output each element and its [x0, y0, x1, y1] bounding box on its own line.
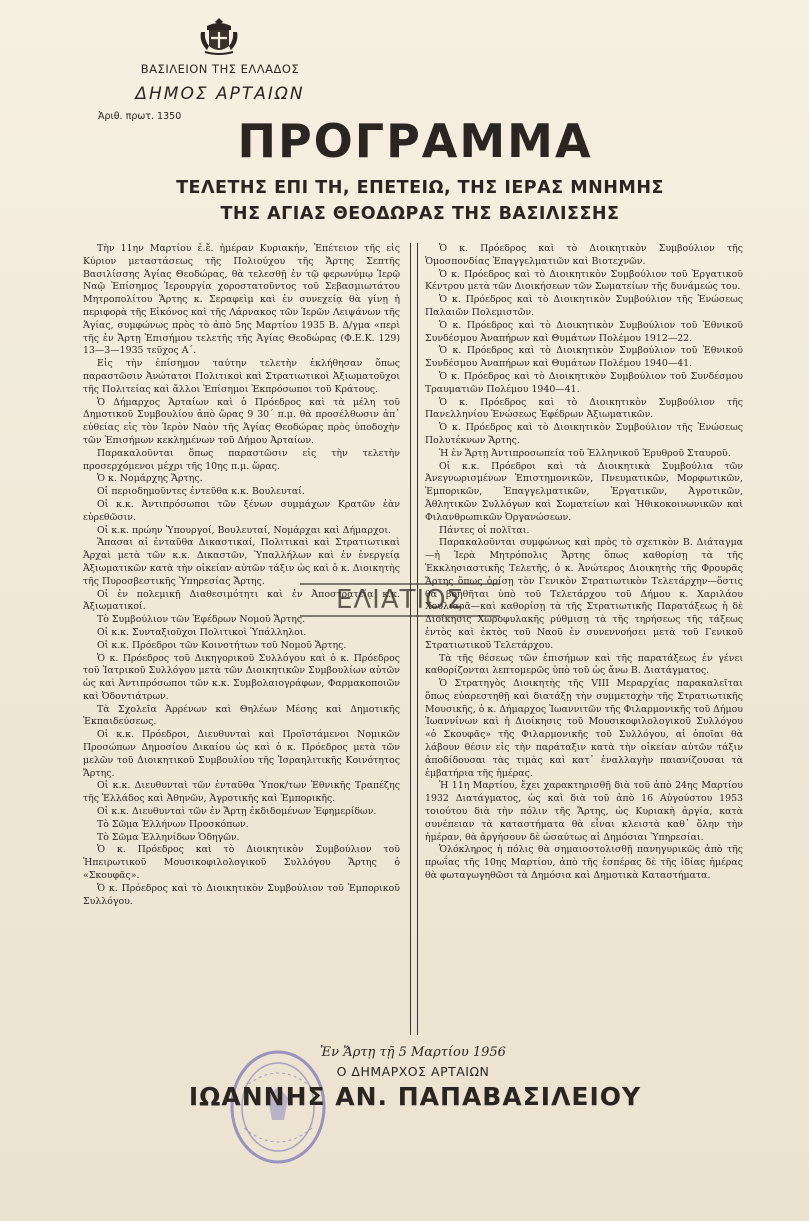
right-text-column — [425, 243, 743, 883]
paragraph: Τὸ Σῶμα Ἑλλήνων Προσκόπων. — [97, 818, 249, 830]
paragraph: Οἱ κ.κ. Πρόεδροι, Διευθυνταὶ καὶ Προϊστάμενοι Νομικῶν Προσώπων Δημοσίου Δικαίου ὡς καὶ ὁ κ. Πρόεδρος μετὰ τῶν μελῶν τοῦ Διοικητικοῦ Συμβουλίου τῆς Ἰσραηλιτικῆς Κοινότητος Ἄρτης. — [83, 729, 400, 779]
paragraph: Ὁ κ. Πρόεδρος καὶ τὸ Διοικητικὸν Συμβούλιον τοῦ Ἐμπορικοῦ Συλλόγου. — [83, 882, 400, 907]
paragraph: Ὁ κ. Πρόεδρος καὶ τὸ Διοικητικὸν Συμβούλιον τοῦ Ἐθνικοῦ Συνδέσμου Ἀναπήρων καὶ Θυμάτων Πολέμου 1912—22. — [425, 319, 743, 344]
municipality-heading: ΔΗΜΟΣ ΑΡΤΑΙΩΝ — [135, 84, 305, 104]
paragraph: Οἱ κ.κ. Ἀντιπρόσωποι τῶν ξένων συμμάχων Κρατῶν ἐὰν εὑρεθῶσιν. — [83, 498, 400, 523]
column-divider — [410, 243, 418, 1035]
paragraph: Οἱ κ.κ. Πρόεδροι τῶν Κοινοτήτων τοῦ Νομοῦ Ἄρτης. — [97, 639, 347, 651]
left-text-column — [83, 243, 400, 908]
paragraph: Ὁ κ. Πρόεδρος καὶ τὸ Διοικητικὸν Συμβούλιον τῆς Ὁμοσπονδίας Ἐπαγγελματιῶν καὶ Βιοτεχνῶν. — [425, 243, 743, 267]
paragraph: Ἡ ἐν Ἄρτῃ Ἀντιπροσωπεία τοῦ Ἑλληνικοῦ Ἐρυθροῦ Σταυροῦ. — [439, 447, 731, 459]
document-title: ΠΡΟΓΡΑΜΜΑ — [237, 114, 593, 168]
paragraph: Ὁ κ. Πρόεδρος καὶ τὸ Διοικητικὸν Συμβούλιον τοῦ Ἐθνικοῦ Συνδέσμου Ἀναπήρων καὶ Θυμάτων Πολέμου 1940—41. — [425, 345, 743, 370]
paragraph: Ὁ Στρατηγὸς Διοικητὴς τῆς VIII Μεραρχίας παρακαλεῖται ὅπως εὐαρεστηθῇ καὶ διατάξῃ τὴν συμμετοχὴν τῆς Στρατιωτικῆς Μουσικῆς, ὁ κ. Δήμαρχος Ἰωαννιτῶν τῆς Φιλαρμονικῆς τοῦ Δήμου Ἰωαννίνων καὶ ἡ Διοίκησις τοῦ Μουσικοφιλολογικοῦ Συλλόγου «ὁ Σκουφᾶς» τῆς Φιλαρμονικῆς τοῦ Συλλόγου, αἱ ὁποῖαι θὰ λάβουν θέσιν εἰς τὴν παράταξιν κατὰ τὴν οἰκείαν αὐτῶν τάξιν ἀποδίδουσαι τὰς τιμὰς καὶ κατ᾿ ἐναλλαγὴν παιανίζουσαι τὰ ἐμβατήρια τῆς ἡμέρας. — [425, 678, 743, 779]
paragraph: Ὁ κ. Πρόεδρος τοῦ Δικηγορικοῦ Συλλόγου καὶ ὁ κ. Πρόεδρος τοῦ Ἰατρικοῦ Συλλόγου μετὰ τῶν Διοικητικῶν Συμβουλίων αὐτῶν ὡς καὶ Ἀντιπρόσωποι τῶν κ.κ. Συμβολαιογράφων, Φαρμακοποιῶν καὶ Ὀδοντιάτρων. — [83, 652, 400, 702]
royal-crest-icon — [197, 16, 241, 56]
paragraph: Ὁ κ. Νομάρχης Ἄρτης. — [97, 473, 203, 485]
paragraph: Οἱ κ.κ. Διευθυνταὶ τῶν ἐνταῦθα Ὑποκ/των Ἐθνικῆς Τραπέζης τῆς Ἑλλάδος καὶ Ἀθηνῶν, Ἀγροτικῆς καὶ Ἐμπορικῆς. — [83, 780, 400, 805]
paragraph: Τὴν 11ην Μαρτίου ἐ.ἔ. ἡμέραν Κυριακήν, Ἐπέτειον τῆς εἰς Κύριον μεταστάσεως τῆς Πολιούχου τῆς Ἄρτης Σεπτῆς Βασιλίσσης Ἁγίας Θεοδώρας, θὰ τελεσθῇ ἐν τῷ φερωνύμῳ Ἱερῷ Ναῷ Ἐπίσημος Ἱερουργία χοροστατοῦντος τοῦ Σεβασμιωτάτου Μητροπολίτου Ἄρτης κ. Σεραφεὶμ καὶ ἐν συνεχείᾳ θὰ γίνῃ ἡ περιφορὰ τῆς Εἰκόνος καὶ τῆς Λάρνακος τῶν Ἱερῶν Λειψάνων τῆς Ἁγίας, συμφώνως πρὸς τὸ ἀπὸ 5ης Μαρτίου 1935 Β. Δ/γμα «περὶ τῆς ἐν Ἄρτῃ Ἐπισήμου τελετῆς τῆς Ἁγίας Θεοδώρας (Φ.Ε.Κ. 129) 13—3—1935 τεῦχος Α΄. — [83, 243, 400, 357]
paragraph: Ὁ κ. Πρόεδρος καὶ τὸ Διοικητικὸν Συμβούλιον τοῦ Ἠπειρωτικοῦ Μουσικοφιλολογικοῦ Συλλόγου Ἄρτης ὁ «Σκουφᾶς». — [83, 844, 400, 882]
paragraph: Οἱ κ.κ. Διευθυνταὶ τῶν ἐν Ἄρτῃ ἐκδιδομένων Ἐφημερίδων. — [97, 806, 377, 818]
mayor-title: Ο ΔΗΜΑΡΧΟΣ ΑΡΤΑΙΩΝ — [336, 1064, 490, 1079]
paragraph: Οἱ κ.κ. πρώην Ὑπουργοί, Βουλευταί, Νομάρχαι καὶ Δήμαρχοι. — [97, 524, 391, 536]
paragraph: Ὁ κ. Πρόεδρος καὶ τὸ Διοικητικὸν Συμβούλιον τῆς Πανελληνίου Ἑνώσεως Ἐφέδρων Ἀξιωματικῶν. — [425, 396, 743, 421]
overprint-stamp: ΕΛΙΑΤΙΟΣ — [300, 583, 500, 617]
paragraph: Ὁ Δήμαρχος Ἀρταίων καὶ ὁ Πρόεδρος καὶ τὰ μέλη τοῦ Δημοτικοῦ Συμβουλίου ἀπὸ ὥρας 9 30΄ π.μ. θὰ προσέλθωσιν ἀπ᾿ εὐθείας εἰς τὸν Ἱερὸν Ναὸν τῆς Ἁγίας Θεοδώρας πρὸς ὑποδοχὴν τῶν Ἐπισήμων κεκλημένων τοῦ Δήμου Ἀρταίων. — [83, 396, 400, 446]
document-subtitle-line2: ΤΗΣ ΑΓΙΑΣ ΘΕΟΔΩΡΑΣ ΤΗΣ ΒΑΣΙΛΙΣΣΗΣ — [220, 204, 620, 224]
paragraph: Ἅπασαι αἱ ἐνταῦθα Δικαστικαί, Πολιτικαὶ καὶ Στρατιωτικαὶ Ἀρχαὶ μετὰ τῶν κ.κ. Δικαστῶν, Ὑπαλλήλων καὶ ἐν ἐνεργείᾳ Ἀξιωματικῶν κατὰ τὴν οἰκείαν αὐτῶν τάξιν ὡς καὶ ὁ κ. Διοικητὴς τῆς Πυροσβεστικῆς Ὑπηρεσίας Ἄρτης. — [83, 537, 400, 587]
date-line: Ἐν Ἄρτῃ τῇ 5 Μαρτίου 1956 — [320, 1045, 506, 1060]
paragraph: Τὸ Σῶμα Ἑλληνίδων Ὁδηγῶν. — [97, 831, 240, 843]
paragraph: Τὰ Σχολεῖα Ἀρρένων καὶ Θηλέων Μέσης καὶ Δημοτικῆς Ἐκπαιδεύσεως. — [83, 703, 400, 728]
paragraph: Ὁλόκληρος ἡ πόλις θὰ σημαιοστολισθῇ πανηγυρικῶς ἀπὸ τῆς πρωΐας τῆς 10ης Μαρτίου, ἀπὸ τῆς ἑσπέρας δὲ τῆς ἰδίας ἡμέρας θὰ φωταγωγηθῶσι τὰ Δημόσια καὶ Δημοτικὰ Καταστήματα. — [425, 844, 743, 882]
paragraph: Ὁ κ. Πρόεδρος καὶ τὸ Διοικητικὸν Συμβούλιον τοῦ Ἐργατικοῦ Κέντρου μετὰ τῶν Διοικήσεων τῶν Σωματείων τῆς δυνάμεώς του. — [425, 268, 743, 293]
paragraph: Οἱ κ.κ. Πρόεδροι καὶ τὰ Διοικητικὰ Συμβούλια τῶν Ἀνεγνωρισμένων Ἐπιστημονικῶν, Πνευματικῶν, Μορφωτικῶν, Ἐμπορικῶν, Ἐπαγγελματικῶν, Ἐργατικῶν, Ἀγροτικῶν, Ἀθλητικῶν Συλλόγων καὶ Σωματείων καὶ Ἠθικοκοινωνικῶν καὶ Φιλανθρωπικῶν Ὀργανώσεων. — [425, 460, 743, 523]
paragraph: Οἱ ἐν πολεμικῇ Διαθεσιμότητι καὶ ἐν Ἀποστρατείᾳ κ.κ. Ἀξιωματικοί. — [83, 588, 400, 613]
paragraph: Ὁ κ. Πρόεδρος καὶ τὸ Διοικητικὸν Συμβούλιον τῆς Ἑνώσεως Πολυτέκνων Ἄρτης. — [425, 422, 743, 446]
paragraph: Ἡ 11η Μαρτίου, ἔχει χαρακτηρισθῇ διὰ τοῦ ἀπὸ 24ης Μαρτίου 1932 Διατάγματος, ὡς καὶ διὰ τοῦ ἀπὸ 16 Αὐγούστου 1953 τοιούτου διὰ τὴν πόλιν τῆς Ἄρτης, ὡς Κυριακὴ ἀργία, κατὰ συνέπειαν τὰ καταστήματα θὰ εἶναι κλειστὰ καθ᾿ ὅλην τὴν ἡμέραν, θὰ ἀργήσουν δὲ ὡσαύτως αἱ Δημόσιαι Ὑπηρεσίαι. — [425, 780, 743, 843]
paragraph: Πάντες οἱ πολῖται. — [439, 524, 530, 536]
paragraph: Ὁ κ. Πρόεδρος καὶ τὸ Διοικητικὸν Συμβούλιον τοῦ Συνδέσμου Τραυματιῶν Πολέμου 1940—41. — [425, 370, 743, 395]
paragraph: Οἱ περιοδημοῦντες ἐντεῦθα κ.κ. Βουλευταί. — [97, 486, 305, 498]
document-subtitle-line1: ΤΕΛΕΤΗΣ ΕΠΙ ΤΗ, ΕΠΕΤΕΙΩ, ΤΗΣ ΙΕΡΑΣ ΜΝΗΜΗΣ — [176, 178, 664, 198]
paragraph: Τὸ Συμβούλιον τῶν Ἐφέδρων Νομοῦ Ἄρτης. — [97, 614, 306, 626]
kingdom-heading: ΒΑΣΙΛΕΙΟΝ ΤΗΣ ΕΛΛΑΔΟΣ — [140, 62, 300, 76]
paragraph: Εἰς τὴν ἐπίσημον ταύτην τελετὴν ἐκλήθησαν ὅπως παραστῶσιν Ἀνώτατοι Πολιτικοὶ καὶ Στρατιωτικοὶ Ἀξιωματοῦχοι τῆς Πολιτείας καὶ ἄλλοι Ἐπίσημοι Ἐκπρόσωποι τοῦ Κράτους. — [83, 358, 400, 395]
paragraph: Παρακαλοῦνται ὅπως παραστῶσιν εἰς τὴν τελετὴν προσερχόμενοι μέχρι τῆς 10ης π.μ. ὥρας. — [83, 447, 400, 472]
paragraph: Ὁ κ. Πρόεδρος καὶ τὸ Διοικητικὸν Συμβούλιον τῆς Ἑνώσεως Παλαιῶν Πολεμιστῶν. — [425, 294, 743, 318]
paragraph: Οἱ κ.κ. Συνταξιοῦχοι Πολιτικοὶ Ὑπάλληλοι. — [97, 626, 307, 638]
protocol-number: Ἀριθ. πρωτ. 1350 — [98, 111, 182, 122]
mayor-name: ΙΩΑΝΝΗΣ ΑΝ. ΠΑΠΑΒΑΣΙΛΕΙΟΥ — [188, 1082, 642, 1111]
paragraph: Τὰ τῆς θέσεως τῶν ἐπισήμων καὶ τῆς παρατάξεως ἐν γένει καθορίζονται λεπτομερῶς ὑπὸ τοῦ ὡς ἄνω Β. Διατάγματος. — [425, 652, 743, 677]
paragraph: Παρακαλοῦνται συμφώνως καὶ πρὸς τὸ σχετικὸν Β. Διάταγμα—ἡ Ἱερὰ Μητρόπολις Ἄρτης ὅπως καθορίσῃ τὰ τῆς Ἐκκλησιαστικῆς Τελετῆς, ὁ κ. Ἀνώτερος Διοικητὴς τῆς Φρουρᾶς Ἄρτης ὅπως ὁρίσῃ τὸν Γενικὸν Στρατιωτικὸν Τελετάρχην—ὅστις θὰ βοηθῆται ὑπὸ τοῦ Τελετάρχου τοῦ Δήμου κ. Χαριλάου Χουλιαρᾶ—καὶ καθορίσῃ τὰ τῆς Στρατιωτικῆς Παρατάξεως ἡ δὲ Διοίκησις Χωροφυλακῆς ρύθμισῃ τὰ τῆς τηρήσεως τῆς τάξεως ἐντὸς καὶ ἐκτὸς τοῦ Ναοῦ ἐν συνεννοήσει μετὰ τοῦ Γενικοῦ Στρατιωτικοῦ Τελετάρχου. — [425, 537, 743, 651]
